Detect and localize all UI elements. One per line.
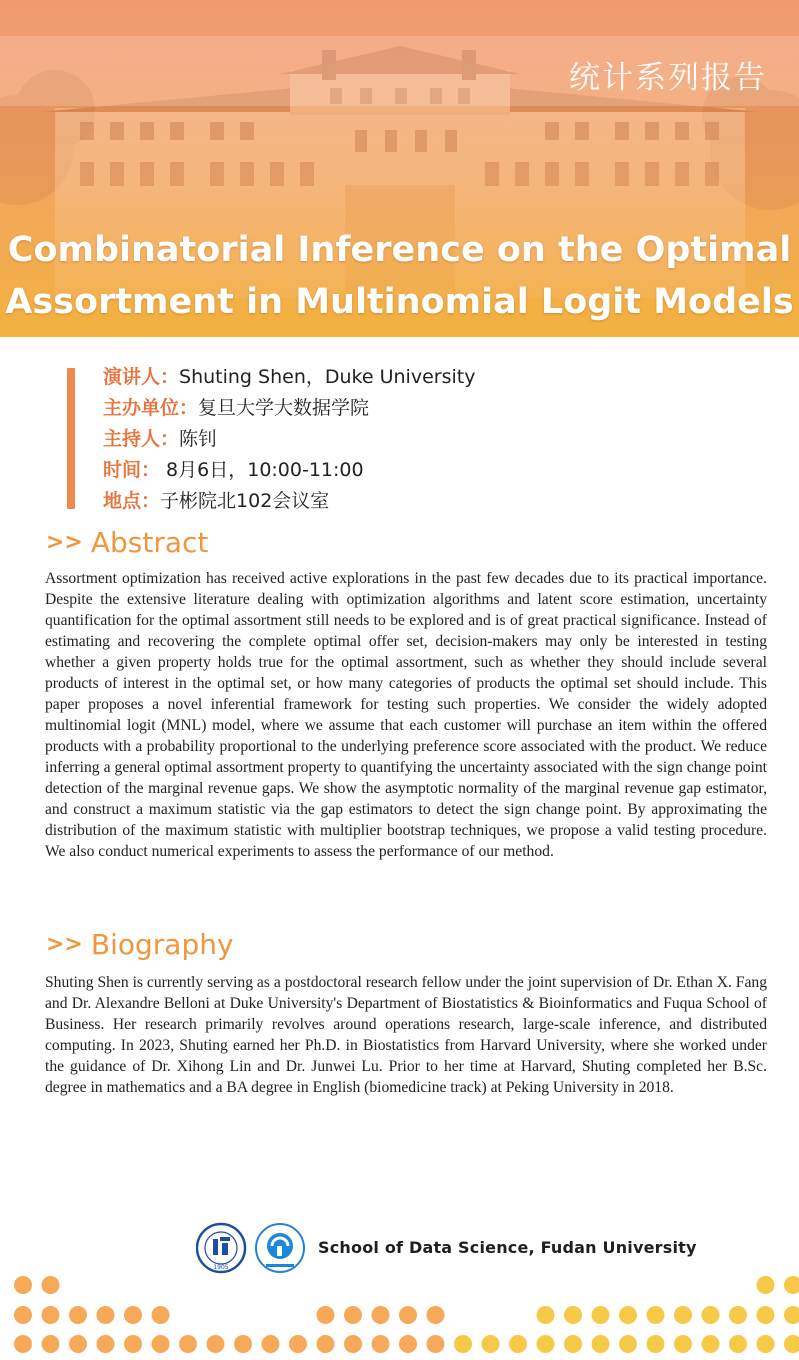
- decorative-dot: [179, 1335, 197, 1353]
- time-row: [103, 455, 475, 486]
- organizer-value: 复旦大学大数据学院: [198, 397, 370, 419]
- biography-text: Shuting Shen is currently serving as a postdoctoral research fellow under the joint supervision of Dr. Ethan X. Fang and Dr. Alexandre Belloni at Duke University's Department of Biostatistics & Bioinformatics and Fuqua School of Business. Her research primarily revolves around operations research, large-scale inference, and distributed computing. In 2023, Shuting earned her Ph.D. in Biostatistics from Harvard University, where she worked under the guidance of Dr. Xihong Lin and Dr. Junwei Lu. Prior to her time at Harvard, Shuting completed her B.Sc. degree in mathematics and a BA degree in English (biomedicine track) at Peking University in 2018.: [45, 974, 767, 1096]
- header-banner: [0, 0, 799, 337]
- biography-arrow-icon: >>: [46, 932, 83, 957]
- decorative-dot: [564, 1335, 582, 1353]
- organizer-label: 主办单位：: [103, 397, 199, 419]
- decorative-dot: [97, 1306, 115, 1324]
- decorative-dot: [344, 1306, 362, 1324]
- decorative-dot: [152, 1335, 170, 1353]
- decorative-dot: [42, 1306, 60, 1324]
- decorative-dot: [14, 1335, 32, 1353]
- decorative-dot: [427, 1335, 445, 1353]
- location-row: [103, 486, 475, 517]
- speaker-value: Shuting Shen，Duke University: [179, 366, 476, 388]
- decorative-dot: [207, 1335, 225, 1353]
- decorative-dot: [784, 1276, 799, 1294]
- footer-logos: [196, 1222, 308, 1274]
- organizer-row: [103, 393, 475, 424]
- abstract-heading-text: Abstract: [90, 526, 209, 559]
- decorative-dot: [674, 1306, 692, 1324]
- decorative-dot: [619, 1335, 637, 1353]
- decorative-dot: [317, 1335, 335, 1353]
- info-accent-bar: [67, 368, 75, 509]
- decorative-dot: [592, 1306, 610, 1324]
- fudan-university-logo: [197, 1224, 245, 1272]
- location-label: 地点：: [103, 490, 161, 512]
- decorative-dot: [289, 1335, 307, 1353]
- decorative-dot: [14, 1306, 32, 1324]
- decorative-dot: [454, 1335, 472, 1353]
- decorative-dot: [124, 1306, 142, 1324]
- decorative-dot: [262, 1335, 280, 1353]
- location-value: 子彬院北102会议室: [160, 490, 330, 512]
- decorative-dot: [702, 1335, 720, 1353]
- decorative-dot: [344, 1335, 362, 1353]
- decorative-dot: [537, 1335, 555, 1353]
- biography-heading-text: Biography: [90, 928, 234, 961]
- dot-pattern: [0, 1270, 799, 1360]
- decorative-dot: [482, 1335, 500, 1353]
- decorative-dot: [702, 1306, 720, 1324]
- decorative-dot: [757, 1306, 775, 1324]
- decorative-dot: [317, 1306, 335, 1324]
- decorative-dot: [14, 1276, 32, 1294]
- biography-heading: [46, 928, 234, 961]
- decorative-dot: [427, 1306, 445, 1324]
- decorative-dot: [757, 1276, 775, 1294]
- decorative-dot: [647, 1306, 665, 1324]
- decorative-dot: [509, 1335, 527, 1353]
- host-row: [103, 424, 475, 455]
- decorative-dot: [564, 1306, 582, 1324]
- host-value: 陈钊: [179, 428, 218, 450]
- decorative-dot: [784, 1306, 799, 1324]
- decorative-dot: [152, 1306, 170, 1324]
- abstract-text: Assortment optimization has received active explorations in the past few decades due to its practical importance. Despite the extensive literature dealing with optimization algorithms and latent score estimation, uncertainty quantification for the optimal assortment still needs to be explored and is of great practical significance. Instead of estimating and recovering the complete optimal offer set, decision-makers may only be interested in testing whether a given property holds true for the optimal assortment, such as whether they should include several products of interest in the optimal set, or how many categories of products the optimal set should include. This paper proposes a novel inferential framework for testing such properties. We consider the widely adopted multinomial logit (MNL) model, where we assume that each customer will purchase an item within the offered products with a probability proportional to the underlying preference score associated with the product. We reduce inferring a general optimal assortment property to quantifying the uncertainty associated with the sign change point detection of the marginal revenue gaps. We show the asymptotic normality of the marginal revenue gap estimator, and construct a maximum statistic via the gap estimators to detect the sign change point. By approximating the distribution of the maximum statistic with multiplier bootstrap techniques, we propose a valid testing procedure. We also conduct numerical experiments to assess the performance of our method.: [45, 570, 767, 860]
- decorative-dot: [42, 1276, 60, 1294]
- decorative-dot: [729, 1335, 747, 1353]
- abstract-arrow-icon: >>: [46, 530, 83, 555]
- host-label: 主持人：: [103, 428, 180, 450]
- decorative-dot: [124, 1335, 142, 1353]
- decorative-dot: [757, 1335, 775, 1353]
- speaker-label: 演讲人：: [103, 366, 180, 388]
- decorative-dot: [69, 1335, 87, 1353]
- talk-title: Combinatorial Inference on the Optimal Assortment in Multinomial Logit Models: [5, 230, 794, 322]
- decorative-dot: [372, 1306, 390, 1324]
- decorative-dot: [619, 1306, 637, 1324]
- time-value: 8月6日，10:00-11:00: [160, 459, 364, 481]
- series-label: 统计系列报告: [569, 60, 767, 96]
- decorative-dot: [42, 1335, 60, 1353]
- decorative-dot: [399, 1306, 417, 1324]
- decorative-dot: [784, 1335, 799, 1353]
- decorative-dot: [674, 1335, 692, 1353]
- talk-info-list: [103, 362, 475, 517]
- decorative-dot: [537, 1306, 555, 1324]
- time-label: 时间：: [103, 459, 161, 481]
- speaker-row: [103, 362, 475, 393]
- decorative-dot: [97, 1335, 115, 1353]
- decorative-dot: [372, 1335, 390, 1353]
- decorative-dot: [729, 1306, 747, 1324]
- decorative-dot: [647, 1335, 665, 1353]
- decorative-dot: [399, 1335, 417, 1353]
- decorative-dot: [69, 1306, 87, 1324]
- decorative-dot: [234, 1335, 252, 1353]
- decorative-dot: [592, 1335, 610, 1353]
- school-name: School of Data Science, Fudan University: [318, 1238, 697, 1257]
- data-science-school-logo: [256, 1224, 304, 1272]
- abstract-heading: [46, 526, 208, 559]
- svg-text:1905: 1905: [213, 1264, 229, 1271]
